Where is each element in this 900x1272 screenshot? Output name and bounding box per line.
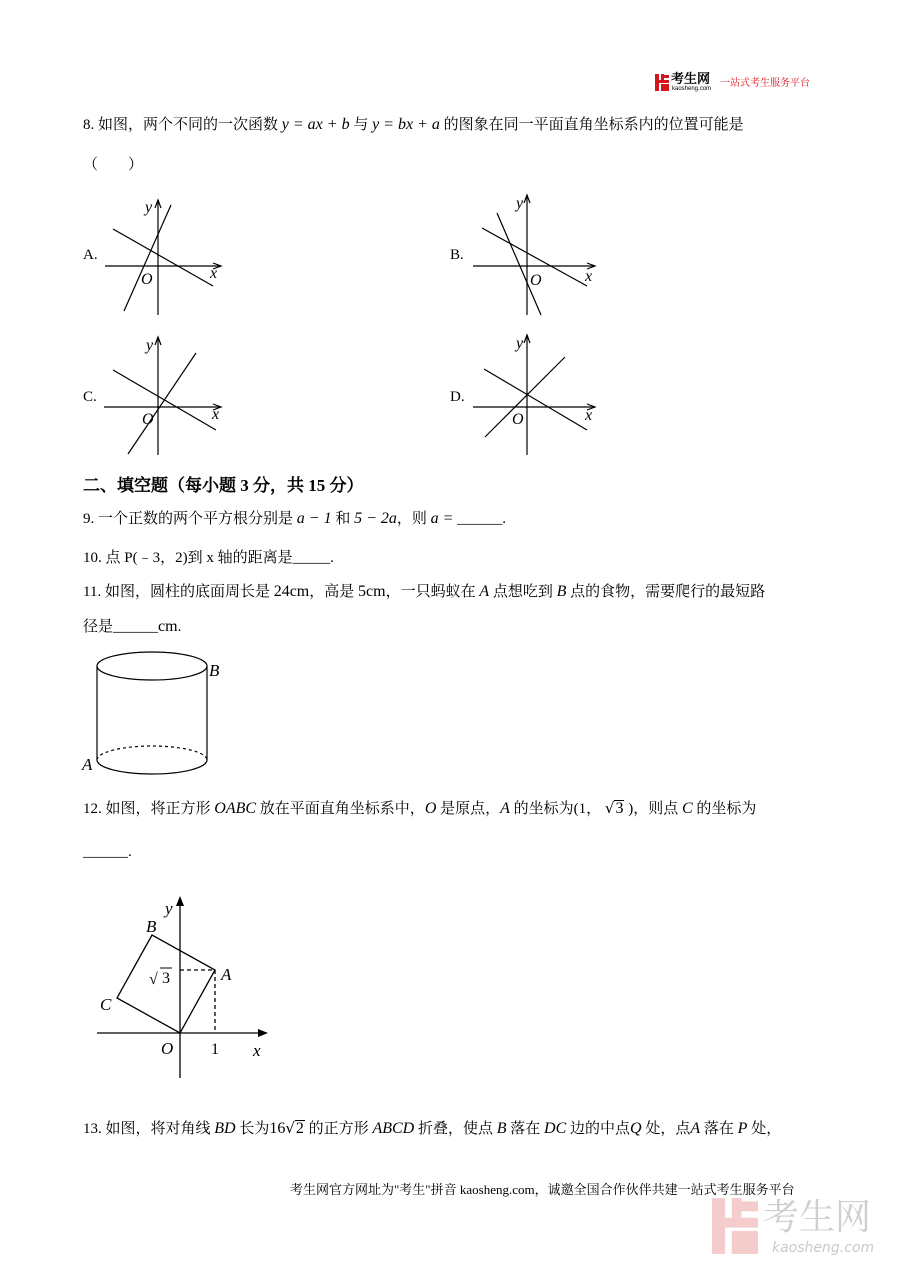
q11-unit: cm — [158, 618, 178, 635]
logo-text: 考生网 — [671, 71, 711, 86]
q8-connector: 与 — [353, 117, 369, 133]
q13-point-p: P — [737, 1120, 748, 1137]
q11-end: . — [177, 619, 182, 635]
footer-text: 考生网官方网址为"考生"拼音 kaosheng.com，诚邀全国合作伙伴共建一站式考生服务平台 — [290, 1182, 795, 1197]
vertex-b-label: B — [146, 917, 157, 936]
y-axis-label: y — [516, 335, 524, 352]
q13-point-q: Q — [630, 1120, 642, 1137]
q11-text-3: 点想吃到 — [492, 584, 553, 600]
q13-square: ABCD — [372, 1120, 415, 1137]
origin-label: O — [142, 411, 154, 428]
q12-point-c: C — [681, 800, 693, 817]
function-line-1 — [485, 357, 565, 437]
function-line-1 — [128, 353, 196, 454]
q13-radical-sign: √ — [285, 1119, 295, 1137]
q13-text-8: 处， — [751, 1121, 782, 1137]
radicand: 3 — [162, 970, 170, 987]
kaosheng-logo-icon — [655, 74, 669, 91]
origin-label: O — [530, 272, 542, 289]
header-slogan: 一站式考生服务平台 — [720, 78, 810, 89]
q13-stem — [83, 1118, 781, 1139]
q13-text-7: 落在 — [703, 1121, 734, 1137]
cylinder-bottom-back-arc — [97, 746, 207, 760]
function-line-2 — [113, 370, 216, 430]
option-c-label: C. — [83, 389, 97, 405]
option-c-graph — [100, 333, 230, 458]
q12-radicand: 3 — [615, 800, 624, 817]
q11-text-2: ，一只蚂蚁在 — [385, 584, 476, 600]
q11-stem-start: 11. 如图，圆柱的底面周长是 — [83, 584, 270, 600]
q13-text-1: 长为 — [239, 1121, 270, 1137]
option-a-label: A. — [83, 247, 98, 263]
q11-text-4: 点的食物，需要爬行的最短路 — [570, 584, 766, 600]
y-axis-arrow — [176, 896, 184, 906]
option-b-label: B. — [450, 247, 464, 263]
q12-text-5: 的坐标为 — [696, 801, 757, 817]
logo-domain: kaosheng.com — [672, 86, 712, 92]
square-coordinate-figure — [90, 890, 275, 1085]
watermark-logo-text: 考生网 — [763, 1197, 872, 1238]
q13-radicand: 2 — [295, 1120, 304, 1137]
x-axis-label: x — [253, 1041, 261, 1060]
q12-text-2: 是原点， — [440, 801, 501, 817]
vertex-c-label: C — [100, 995, 112, 1014]
q12-text-1: 放在平面直角坐标系中， — [259, 801, 425, 817]
q8-answer-blank: （ ） — [83, 157, 144, 173]
q13-text-4: 落在 — [510, 1121, 541, 1137]
q13-text-5: 边的中点 — [570, 1121, 631, 1137]
cylinder-top-ellipse — [97, 652, 207, 680]
q9-expr3: a = — [430, 510, 454, 527]
q9-stem — [83, 509, 506, 529]
q11-circumference: 24cm — [273, 583, 310, 600]
q8-func2: y = bx + a — [372, 116, 440, 133]
q8-stem — [83, 115, 744, 135]
option-d-graph — [468, 331, 603, 458]
function-line-1 — [497, 213, 541, 315]
option-b-graph — [468, 190, 603, 320]
q13-point-b: B — [496, 1120, 507, 1137]
function-line-2 — [113, 229, 213, 286]
q8-stem-end: 的图象在同一平面直角坐标系内的位置可能是 — [443, 117, 744, 133]
q13-text-2: 的正方形 — [308, 1121, 369, 1137]
x-axis-arrow — [258, 1029, 268, 1037]
q9-blank: ______ — [457, 511, 503, 527]
x-axis-label: x — [585, 268, 593, 285]
q10-stem: 10. 点 P(﹣3，2)到 x 轴的距离是_____. — [83, 550, 334, 566]
vertex-a-label: A — [221, 965, 232, 984]
y-axis-label: y — [516, 195, 524, 212]
q8-stem-start: 8. 如图，两个不同的一次函数 — [83, 117, 279, 133]
q9-connector: 和 — [335, 511, 351, 527]
q12-origin: O — [424, 800, 437, 817]
q12-radical-sign: √ — [604, 799, 615, 817]
q11-height: 5cm — [358, 583, 386, 600]
q9-expr2: 5 − 2a — [354, 510, 397, 527]
q11-text-1: ，高是 — [309, 584, 355, 600]
q11-stem-line2 — [83, 617, 181, 637]
q9-stem-start: 9. 一个正数的两个平方根分别是 — [83, 511, 294, 527]
q11-point-b: B — [556, 583, 567, 600]
watermark-domain: kaosheng.com — [772, 1240, 875, 1256]
origin-label: O — [512, 411, 524, 428]
q13-text-3: 折叠，使点 — [417, 1121, 493, 1137]
option-a-graph — [100, 195, 230, 320]
q13-text-6: 处，点 — [645, 1121, 691, 1137]
x-axis-label: x — [212, 406, 220, 423]
cylinder-bottom-front-arc — [97, 760, 207, 774]
q12-point-a: A — [500, 800, 510, 817]
q12-blank: ______. — [83, 844, 132, 860]
q13-stem-start: 13. 如图，将对角线 — [83, 1121, 211, 1137]
q9-stem-mid: ，则 — [396, 511, 427, 527]
origin-label: O — [141, 271, 153, 288]
q12-stem-start: 12. 如图，将正方形 — [83, 801, 211, 817]
q12-text-3: 的坐标为(1， — [513, 801, 602, 817]
q12-square: OABC — [214, 800, 257, 817]
cylinder-figure — [78, 648, 228, 780]
option-d-label: D. — [450, 389, 465, 405]
q12-stem — [83, 798, 756, 819]
point-b-label: B — [209, 661, 220, 680]
x-axis-label: x — [210, 265, 218, 282]
q11-point-a: A — [479, 583, 490, 600]
y-axis-label: y — [146, 337, 154, 354]
radical-sign: √ — [149, 971, 158, 988]
kaosheng-watermark-icon — [712, 1198, 758, 1254]
q11-stem — [83, 582, 765, 602]
q12-text-4: )，则点 — [628, 801, 679, 817]
q11-line2-start: 径是 — [83, 619, 114, 635]
q13-coef: 16 — [269, 1120, 286, 1137]
q13-point-a: A — [690, 1120, 701, 1137]
y-axis-label: y — [145, 199, 153, 216]
x-axis-label: x — [585, 407, 593, 424]
q13-side: DC — [544, 1120, 567, 1137]
point-a-label: A — [82, 755, 93, 774]
q8-func1: y = ax + b — [281, 116, 350, 133]
q11-blank: ______ — [113, 619, 159, 635]
x-tick-label: 1 — [211, 1041, 219, 1058]
function-line-2 — [484, 369, 587, 430]
origin-label: O — [161, 1039, 174, 1058]
q13-diagonal: BD — [214, 1120, 236, 1137]
section-heading: 二、填空题（每小题 3 分，共 15 分） — [83, 476, 364, 495]
y-axis-label: y — [165, 899, 173, 918]
q9-expr1: a − 1 — [296, 510, 332, 527]
q9-end: . — [502, 511, 506, 527]
